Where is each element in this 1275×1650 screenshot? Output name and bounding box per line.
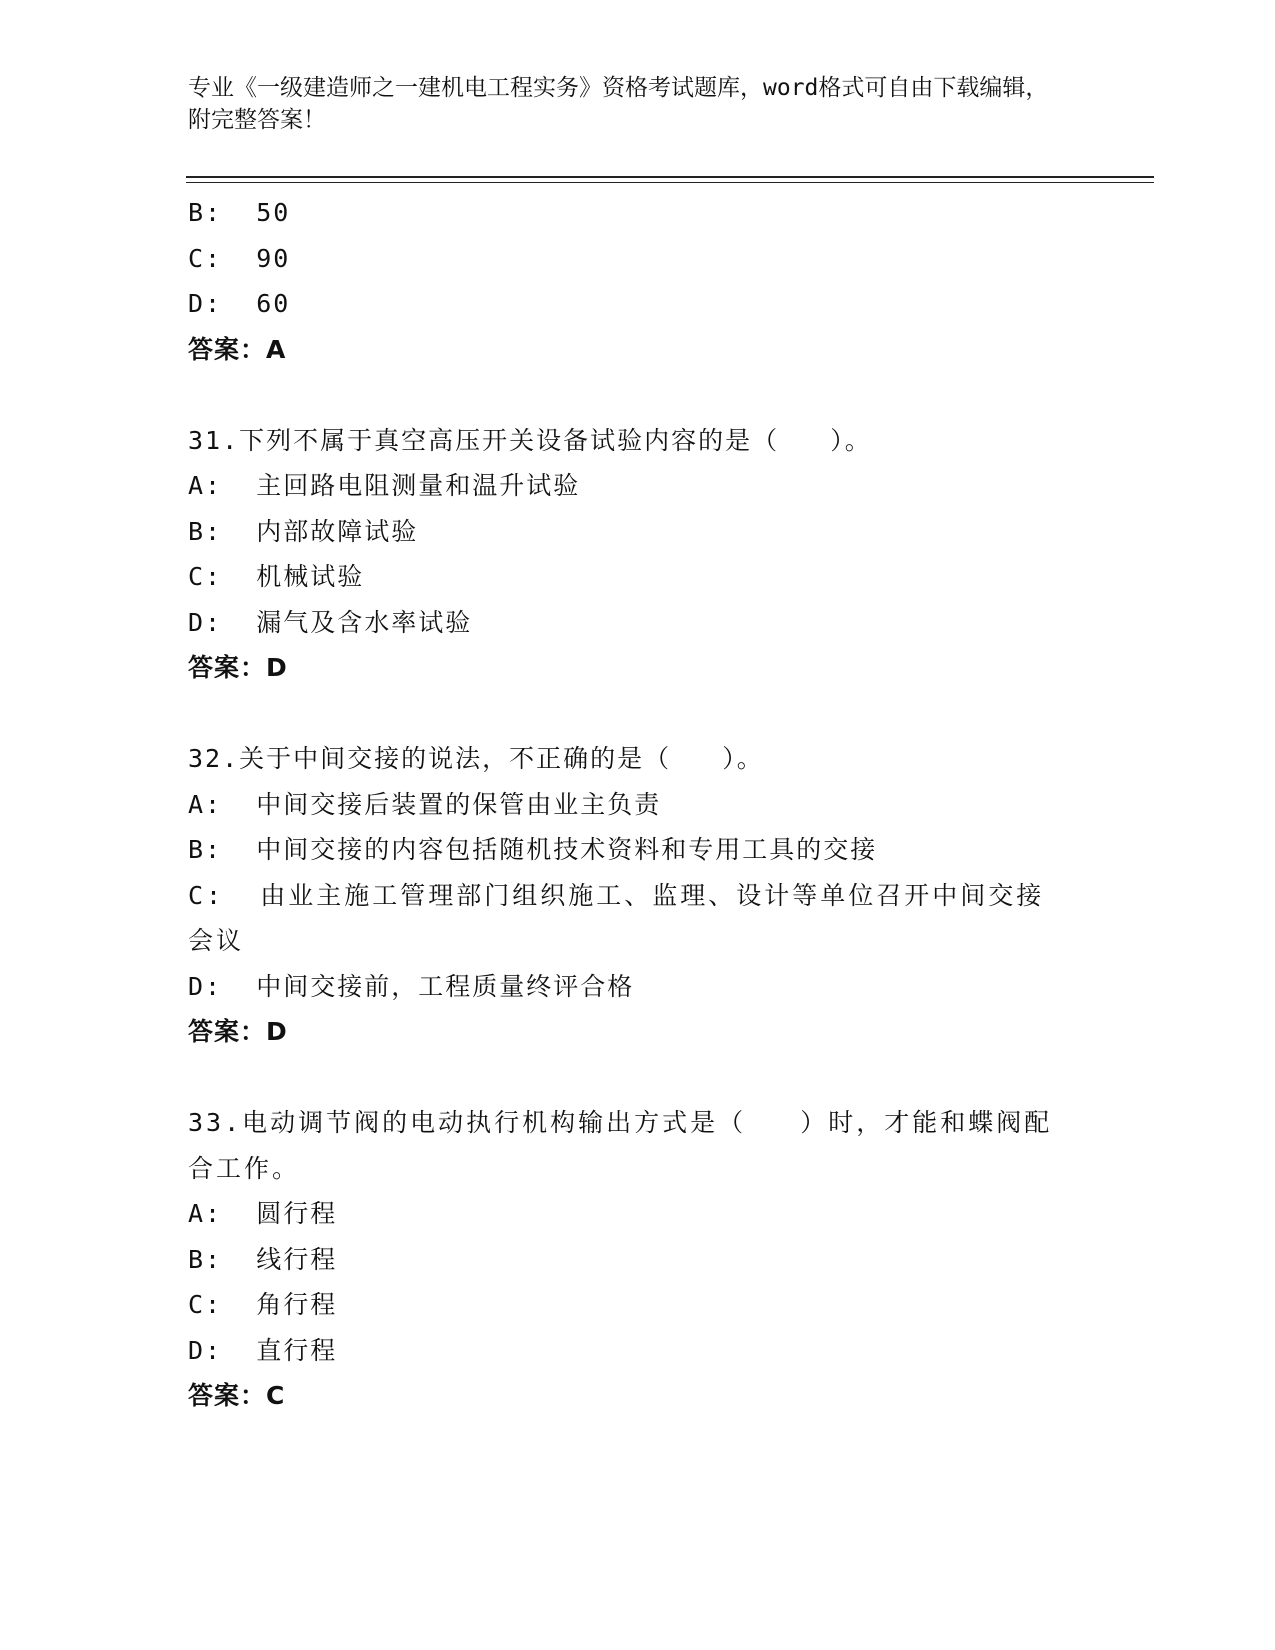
header-rule-thin — [186, 182, 1154, 183]
question-33 — [188, 1100, 1088, 1419]
option-a: A: 主回路电阻测量和温升试验 — [188, 471, 581, 500]
question-stem: 31.下列不属于真空高压开关设备试验内容的是（ ）。 — [188, 425, 872, 455]
answer: 答案：D — [188, 653, 288, 682]
option-c: C: 90 — [188, 243, 291, 273]
option-d: D: 中间交接前，工程质量终评合格 — [188, 971, 635, 1001]
question-32 — [188, 736, 1088, 1055]
option-a: A: 圆行程 — [188, 1199, 338, 1228]
answer: 答案：C — [188, 1381, 286, 1410]
option-c: C: 由业主施工管理部门组织施工、监理、设计等单位召开中间交接会议 — [188, 880, 1045, 955]
option-a: A: 中间交接后装置的保管由业主负责 — [188, 789, 662, 819]
option-d: D: 漏气及含水率试验 — [188, 607, 473, 637]
question-stem: 32.关于中间交接的说法，不正确的是（ ）。 — [188, 744, 764, 773]
option-c: C: 机械试验 — [188, 562, 365, 591]
answer: 答案：A — [188, 334, 287, 364]
question-31 — [188, 418, 1088, 691]
option-b: B: 内部故障试验 — [188, 516, 419, 546]
partial-question — [188, 190, 1088, 372]
option-b: B: 50 — [188, 198, 291, 227]
question-stem: 33.电动调节阀的电动执行机构输出方式是（ ）时，才能和蝶阀配合工作。 — [188, 1108, 1053, 1183]
option-b: B: 线行程 — [188, 1244, 338, 1274]
answer: 答案：D — [188, 1017, 288, 1046]
question-content — [188, 190, 1088, 1419]
option-c: C: 角行程 — [188, 1290, 338, 1319]
option-d: D: 60 — [188, 289, 291, 318]
header-rule-thick — [186, 176, 1154, 178]
document-header: 专业《一级建造师之一建机电工程实务》资格考试题库，word格式可自由下载编辑，附完整答案！ — [188, 75, 1049, 133]
option-b: B: 中间交接的内容包括随机技术资料和专用工具的交接 — [188, 835, 878, 864]
option-d: D: 直行程 — [188, 1335, 338, 1365]
